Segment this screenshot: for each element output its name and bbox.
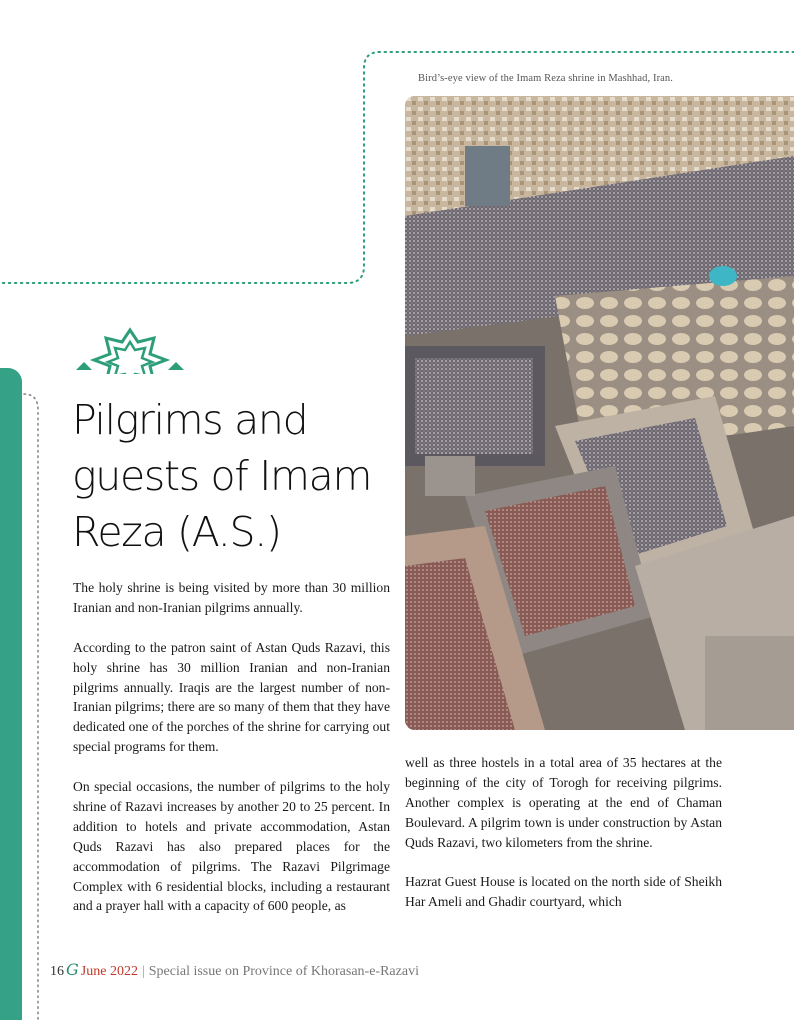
magazine-logo: G [66,960,79,979]
paragraph-guest-house: Hazrat Guest House is located on the north side of Sheikh Har Ameli and Ghadir courtyard, which [405,874,722,910]
photo-caption: Bird’s-eye view of the Imam Reza shrine in Mashhad, Iran. [418,73,673,84]
issue-description: Special issue on Province of Khorasan-e-Razavi [148,964,419,979]
paragraph-pilgrims: According to the patron saint of Astan Quds Razavi, this holy shrine has 30 million Iranian and non-Iranian pilgrims annually. Iraqis are the largest number of non-Iranian pilgrims; there are so many of them that they have dedicated one of the porches of the shrine for carrying out special programs for them. [73,639,390,755]
page-footer [50,960,419,980]
dotted-border-left [0,380,60,1020]
title-line-3: Reza (A.S.) [72,508,281,556]
shrine-aerial-photo [405,96,794,730]
article-title [72,392,402,560]
body-column-right [405,753,722,932]
ornament-icon [72,326,188,374]
footer-separator: | [141,964,145,979]
paragraph-hostels: well as three hostels in a total area of 35 hectares at the beginning of the city of Torogh for receiving pilgrims. Another complex is operating at the end of Chaman Boulevard. A pilgrim town is under construction by Astan Quds Razavi, two kilometers from the shrine. [405,755,722,850]
title-line-2: guests of Imam [72,452,372,500]
body-column-left [73,578,390,936]
page-number: 16 [50,964,64,979]
title-line-1: Pilgrims and [72,396,308,444]
paragraph-intro: The holy shrine is being visited by more than 30 million Iranian and non-Iranian pilgrims annually. [73,580,390,615]
paragraph-occasions: On special occasions, the number of pilgrims to the holy shrine of Razavi increases by another 20 to 25 percent. In addition to hotels and private accommodation, Astan Quds Razavi has also prepared places for the accommodation of pilgrims. The Razavi Pilgrimage Complex with 6 residential blocks, including a restaurant and a prayer hall with a capacity of 600 people, as [73,779,390,914]
issue-date: June 2022 [80,964,138,979]
